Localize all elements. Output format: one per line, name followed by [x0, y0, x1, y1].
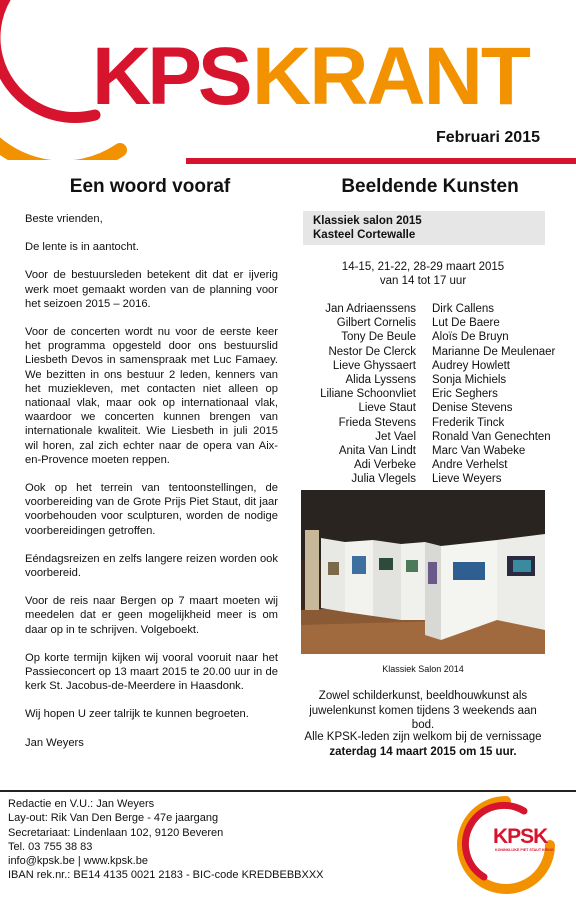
colophon-editor: Redactie en V.U.: Jan Weyers: [8, 798, 155, 810]
colophon-layout: Lay-out: Rik Van Den Berge - 47e jaargang: [8, 812, 219, 825]
article-paragraph: De lente is in aantocht.: [25, 241, 139, 254]
right-column-title: Beeldende Kunsten: [341, 176, 519, 197]
exhibition-photo: [301, 490, 545, 654]
colophon-bank: IBAN rek.nr.: BE14 4135 0021 2183 - BIC-code KREDBEBBXXX: [8, 869, 324, 882]
artist-name: Aloïs De Bruyn: [432, 331, 509, 344]
article-paragraph: Op korte termijn kijken wij vooral vooruit naar het Passieconcert op 13 maart 2015 te 20.00 uur in de kerk St. Jacobus-de-Meerdere in Haasdonk.: [25, 651, 278, 693]
salon-title: Klassiek salon 2015: [313, 215, 422, 227]
masthead-kps-text: KPS: [92, 31, 249, 122]
article-signature: Jan Weyers: [25, 736, 84, 749]
artist-list-right: [432, 302, 576, 487]
artist-name: Jet Vael: [375, 430, 416, 443]
artist-name: Jan Adriaenssens: [325, 303, 416, 315]
kpsk-logo: [446, 793, 566, 897]
artist-name: Marianne De Meulenaer: [432, 345, 556, 358]
artist-name: Dirk Callens: [432, 303, 494, 315]
artist-name: Liliane Schoonvliet: [320, 388, 416, 401]
artist-name: Lieve Staut: [358, 402, 416, 415]
intro-article: [25, 212, 278, 764]
article-paragraph: Eéndagsreizen en zelfs langere reizen worden ook voorbereid.: [25, 552, 278, 580]
artist-name: Julia Vlegels: [351, 473, 416, 486]
article-paragraph: Voor de concerten wordt nu voor de eerste keer het programma opgesteld door ons bestuurslid Liesbeth Devos in samenspraak met Luc Famaey. We bezitten in ons bestuur 2 leden, kenners van het muziekleven, met contacten niet alleen op nationaal vlak, maar ook op internationaal vlak, waardoor we concerten kunnen brengen van internationale kwaliteit. Wie Liesbeth in juli 2015 wil horen, zal zich echter naar de opera van Aix-en-Provence moeten reppen.: [25, 326, 278, 466]
left-column-title: Een woord vooraf: [69, 176, 231, 197]
artist-name: Audrey Howlett: [432, 359, 510, 372]
article-paragraph: Voor de bestuursleden betekent dit dat er ijverig werk moet gemaakt worden van de planning voor het seizoen 2015 – 2016.: [25, 269, 278, 310]
artist-name: Tony De Beule: [341, 331, 416, 344]
artist-name: Alida Lyssens: [345, 374, 416, 387]
artist-name: Frieda Stevens: [338, 416, 416, 429]
artist-name: Ronald Van Genechten: [432, 430, 551, 443]
colophon-contact: info@kpsk.be | www.kpsk.be: [8, 855, 148, 868]
colophon: [8, 797, 324, 883]
vernissage-text: Alle KPSK-leden zijn welkom bij de vernissage: [304, 731, 542, 743]
vernissage-invite: [300, 730, 546, 759]
artist-name: Gilbert Cornelis: [336, 317, 416, 330]
artist-name: Denise Stevens: [432, 402, 513, 415]
footer-divider: [0, 790, 576, 792]
masthead-krant-text: KRANT: [252, 31, 529, 122]
artist-name: Eric Seghers: [432, 388, 498, 401]
artist-name: Sonja Michiels: [432, 374, 507, 387]
salon-hours-line: van 14 tot 17 uur: [379, 275, 467, 287]
article-paragraph: Wij hopen U zeer talrijk te kunnen begroeten.: [25, 708, 249, 721]
colophon-secretariat: Secretariaat: Lindenlaan 102, 9120 Beveren: [8, 826, 224, 839]
artist-name: Lieve Ghyssaert: [332, 359, 416, 372]
artist-name: Andre Verhelst: [432, 459, 508, 472]
salon-description: Zowel schilderkunst, beeldhouwkunst als juwelenkunst komen tijdens 3 weekends aan bod.: [309, 690, 537, 731]
article-paragraph: Ook op het terrein van tentoonstellingen, de voorbereiding van de Grote Prijs Piet Staut, dit jaar voorbehouden voor sculpturen, worden de nodige voorbereidingen getroffen.: [25, 482, 278, 537]
artist-name: Marc Van Wabeke: [432, 445, 526, 458]
artist-list-left: [300, 302, 416, 487]
artist-name: Nestor De Clerck: [328, 345, 416, 358]
salon-venue: Kasteel Cortewalle: [313, 229, 416, 241]
kpsk-logo-subtext: KONINKLIJKE PIET STAUT KRING: [495, 848, 554, 852]
artist-name: Frederik Tinck: [432, 416, 505, 429]
salon-header-box: [303, 211, 545, 245]
artist-name: Anita Van Lindt: [338, 445, 416, 458]
artist-name: Lut De Baere: [432, 317, 500, 330]
issue-date: Februari 2015: [435, 129, 540, 146]
vernissage-date: zaterdag 14 maart 2015 om 15 uur.: [329, 745, 517, 758]
artist-name: Lieve Weyers: [432, 473, 502, 486]
salon-dates: [300, 260, 546, 288]
article-paragraph: Beste vrienden,: [25, 213, 103, 225]
artist-name: Adi Verbeke: [353, 459, 416, 472]
colophon-phone: Tel. 03 755 38 83: [8, 840, 93, 853]
photo-caption: Klassiek Salon 2014: [382, 664, 464, 674]
kpsk-logo-text: KPSK: [493, 825, 548, 848]
salon-dates-line: 14-15, 21-22, 28-29 maart 2015: [341, 261, 505, 273]
masthead-divider: [186, 158, 576, 164]
article-paragraph: Voor de reis naar Bergen op 7 maart moeten wij meedelen dat er geen mogelijkheid meer is om daar op in te schrijven. Volgeboekt.: [25, 595, 278, 636]
